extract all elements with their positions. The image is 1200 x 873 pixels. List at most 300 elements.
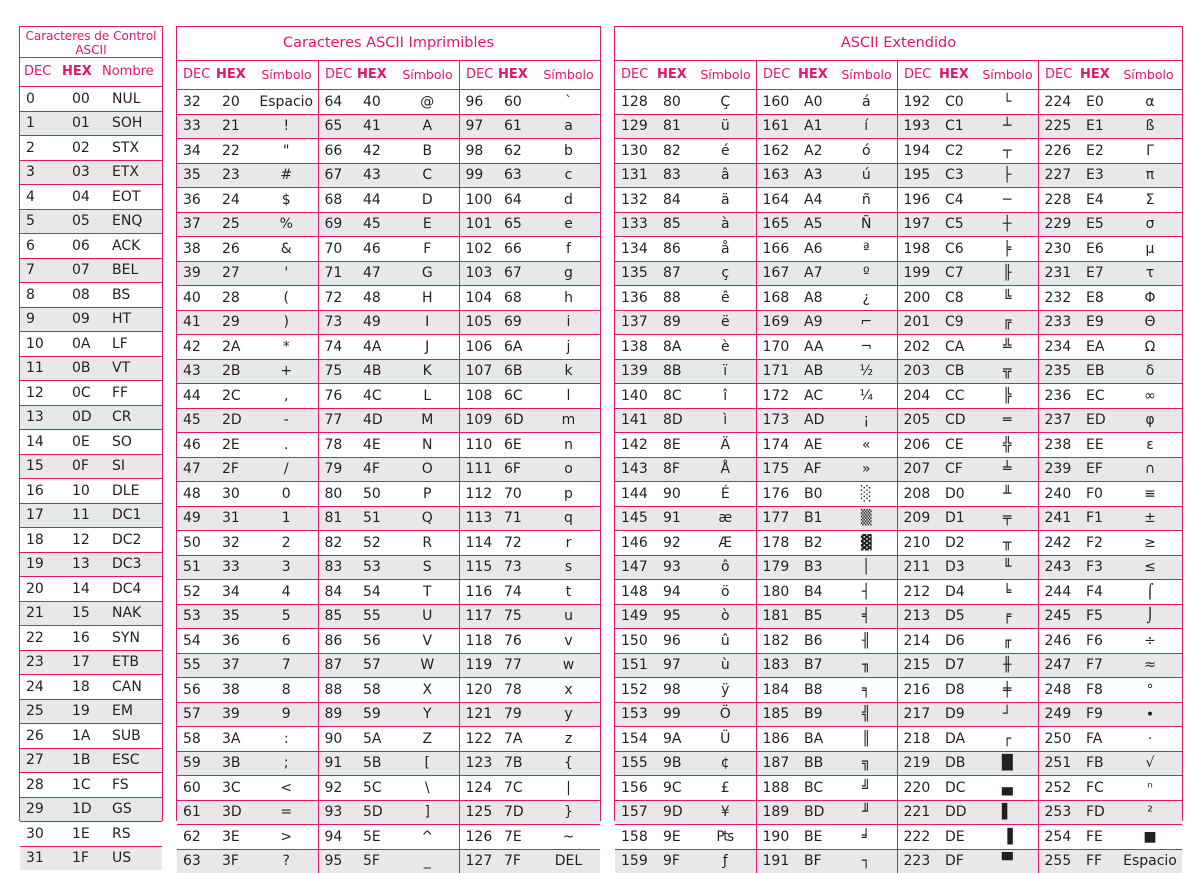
dec-cell: 191 <box>756 849 798 873</box>
symbol-cell: \ <box>396 776 459 801</box>
dec-cell: 255 <box>1038 849 1080 873</box>
table-row <box>615 604 1182 629</box>
symbol-cell: x <box>537 678 600 703</box>
hex-cell: A4 <box>798 188 836 213</box>
printable-characters-panel <box>176 26 601 870</box>
hex-cell: A5 <box>798 212 836 237</box>
symbol-cell: @ <box>396 90 459 114</box>
dec-cell: 55 <box>177 653 216 678</box>
table-row <box>615 310 1182 335</box>
symbol-cell: ╣ <box>836 702 897 727</box>
symbol-cell: ç <box>695 261 756 286</box>
dec-cell: 175 <box>756 457 798 482</box>
hex-cell: 69 <box>498 310 537 335</box>
dec-cell: 114 <box>459 531 498 556</box>
name-cell: SUB <box>106 724 162 749</box>
symbol-cell: ╨ <box>977 482 1038 507</box>
hex-cell: 83 <box>657 163 695 188</box>
dec-cell: 16 <box>20 479 66 504</box>
symbol-cell: ] <box>396 800 459 825</box>
symbol-cell: & <box>255 237 318 262</box>
dec-cell: 143 <box>615 457 657 482</box>
symbol-cell: Ö <box>695 702 756 727</box>
symbol-cell: é <box>695 139 756 164</box>
table-row <box>177 555 600 580</box>
symbol-cell: s <box>537 555 600 580</box>
hex-cell: F5 <box>1080 604 1118 629</box>
symbol-cell: ≥ <box>1118 531 1182 556</box>
table-row <box>615 188 1182 213</box>
dec-cell: 39 <box>177 261 216 286</box>
hex-cell: A3 <box>798 163 836 188</box>
dec-cell: 138 <box>615 335 657 360</box>
hex-cell: A1 <box>798 114 836 139</box>
dec-cell: 57 <box>177 702 216 727</box>
symbol-cell: ╦ <box>977 359 1038 384</box>
dec-cell: 150 <box>615 629 657 654</box>
table-row <box>177 212 600 237</box>
hex-cell: 4E <box>357 433 396 458</box>
symbol-cell: ƒ <box>695 849 756 873</box>
hex-cell: F3 <box>1080 555 1118 580</box>
symbol-cell: ═ <box>977 408 1038 433</box>
hex-cell: 7A <box>498 727 537 752</box>
symbol-cell: ■ <box>1118 825 1182 850</box>
dec-cell: 40 <box>177 286 216 311</box>
extended-header-symbol-0: Símbolo <box>700 67 751 82</box>
name-cell: ENQ <box>106 209 162 234</box>
symbol-cell: B <box>396 139 459 164</box>
dec-cell: 170 <box>756 335 798 360</box>
symbol-cell: p <box>537 482 600 507</box>
symbol-cell: : <box>255 727 318 752</box>
dec-cell: 183 <box>756 653 798 678</box>
hex-cell: 9D <box>657 800 695 825</box>
symbol-cell: Θ <box>1118 310 1182 335</box>
table-row <box>177 825 600 850</box>
dec-cell: 231 <box>1038 261 1080 286</box>
hex-cell: E6 <box>1080 237 1118 262</box>
hex-cell: CB <box>939 359 977 384</box>
symbol-cell: c <box>537 163 600 188</box>
hex-cell: 28 <box>216 286 255 311</box>
dec-cell: 224 <box>1038 90 1080 114</box>
dec-cell: 124 <box>459 776 498 801</box>
table-row <box>615 163 1182 188</box>
dec-cell: 3 <box>20 160 66 185</box>
symbol-cell: ┴ <box>977 114 1038 139</box>
name-cell: HT <box>106 307 162 332</box>
hex-cell: DF <box>939 849 977 873</box>
table-row <box>20 748 162 773</box>
hex-cell: 0E <box>66 430 106 455</box>
symbol-cell: / <box>255 457 318 482</box>
hex-cell: 01 <box>66 111 106 136</box>
hex-cell: 50 <box>357 482 396 507</box>
dec-cell: 188 <box>756 776 798 801</box>
symbol-cell: - <box>255 408 318 433</box>
dec-cell: 98 <box>459 139 498 164</box>
symbol-cell: ╪ <box>977 678 1038 703</box>
hex-cell: E4 <box>1080 188 1118 213</box>
symbol-cell: Φ <box>1118 286 1182 311</box>
symbol-cell: G <box>396 261 459 286</box>
dec-cell: 200 <box>897 286 939 311</box>
control-header <box>20 58 162 87</box>
hex-cell: 7D <box>498 800 537 825</box>
dec-cell: 66 <box>318 139 357 164</box>
hex-cell: FB <box>1080 751 1118 776</box>
table-row <box>615 849 1182 873</box>
printable-header-symbol-2: Símbolo <box>543 67 594 82</box>
symbol-cell: + <box>255 359 318 384</box>
hex-cell: 47 <box>357 261 396 286</box>
control-header-dec: DEC <box>24 64 52 79</box>
dec-cell: 234 <box>1038 335 1080 360</box>
dec-cell: 20 <box>20 577 66 602</box>
hex-cell: 1A <box>66 724 106 749</box>
dec-cell: 168 <box>756 286 798 311</box>
dec-cell: 187 <box>756 751 798 776</box>
name-cell: ACK <box>106 234 162 259</box>
symbol-cell: ╒ <box>977 604 1038 629</box>
hex-cell: 1D <box>66 797 106 822</box>
table-row <box>20 234 162 259</box>
hex-cell: 18 <box>66 675 106 700</box>
name-cell: GS <box>106 797 162 822</box>
symbol-cell: ╜ <box>836 800 897 825</box>
symbol-cell: « <box>836 433 897 458</box>
symbol-cell: 6 <box>255 629 318 654</box>
symbol-cell: ( <box>255 286 318 311</box>
table-row <box>615 482 1182 507</box>
dec-cell: 120 <box>459 678 498 703</box>
hex-cell: 7F <box>498 849 537 873</box>
hex-cell: 41 <box>357 114 396 139</box>
dec-cell: 109 <box>459 408 498 433</box>
symbol-cell: % <box>255 212 318 237</box>
hex-cell: 5B <box>357 751 396 776</box>
hex-cell: CE <box>939 433 977 458</box>
hex-cell: C5 <box>939 212 977 237</box>
symbol-cell: M <box>396 408 459 433</box>
table-row <box>177 114 600 139</box>
hex-cell: 19 <box>66 699 106 724</box>
hex-cell: BC <box>798 776 836 801</box>
printable-table <box>177 90 600 873</box>
symbol-cell: ÿ <box>695 678 756 703</box>
symbol-cell: Espacio <box>255 90 318 114</box>
symbol-cell: < <box>255 776 318 801</box>
table-row <box>177 457 600 482</box>
symbol-cell: J <box>396 335 459 360</box>
hex-cell: BB <box>798 751 836 776</box>
dec-cell: 229 <box>1038 212 1080 237</box>
dec-cell: 115 <box>459 555 498 580</box>
dec-cell: 181 <box>756 604 798 629</box>
hex-cell: FA <box>1080 727 1118 752</box>
dec-cell: 249 <box>1038 702 1080 727</box>
hex-cell: DC <box>939 776 977 801</box>
printable-header-dec-1: DEC <box>318 61 357 89</box>
dec-cell: 240 <box>1038 482 1080 507</box>
dec-cell: 0 <box>20 87 66 111</box>
table-row <box>177 286 600 311</box>
dec-cell: 119 <box>459 653 498 678</box>
printable-header-hex-1: HEX <box>357 67 387 82</box>
symbol-cell: · <box>1118 727 1182 752</box>
dec-cell: 215 <box>897 653 939 678</box>
dec-cell: 113 <box>459 506 498 531</box>
symbol-cell: A <box>396 114 459 139</box>
symbol-cell: ≈ <box>1118 653 1182 678</box>
dec-cell: 46 <box>177 433 216 458</box>
hex-cell: 3F <box>216 849 255 873</box>
symbol-cell: Ω <box>1118 335 1182 360</box>
dec-cell: 169 <box>756 310 798 335</box>
symbol-cell: ╫ <box>977 653 1038 678</box>
hex-cell: ED <box>1080 408 1118 433</box>
hex-cell: B3 <box>798 555 836 580</box>
hex-cell: E2 <box>1080 139 1118 164</box>
dec-cell: 87 <box>318 653 357 678</box>
dec-cell: 207 <box>897 457 939 482</box>
table-row <box>20 430 162 455</box>
dec-cell: 78 <box>318 433 357 458</box>
symbol-cell: ┼ <box>977 212 1038 237</box>
hex-cell: 46 <box>357 237 396 262</box>
hex-cell: 78 <box>498 678 537 703</box>
name-cell: NUL <box>106 87 162 111</box>
table-row <box>615 776 1182 801</box>
name-cell: DC3 <box>106 552 162 577</box>
dec-cell: 184 <box>756 678 798 703</box>
hex-cell: 33 <box>216 555 255 580</box>
dec-cell: 149 <box>615 604 657 629</box>
hex-cell: 67 <box>498 261 537 286</box>
dec-cell: 56 <box>177 678 216 703</box>
table-row <box>615 825 1182 850</box>
hex-cell: 8F <box>657 457 695 482</box>
extended-header-hex-1: HEX <box>798 67 828 82</box>
dec-cell: 179 <box>756 555 798 580</box>
hex-cell: 23 <box>216 163 255 188</box>
hex-cell: A7 <box>798 261 836 286</box>
hex-cell: 3B <box>216 751 255 776</box>
dec-cell: 81 <box>318 506 357 531</box>
dec-cell: 162 <box>756 139 798 164</box>
hex-cell: 9B <box>657 751 695 776</box>
table-row <box>177 678 600 703</box>
table-row <box>177 163 600 188</box>
dec-cell: 11 <box>20 356 66 381</box>
symbol-cell: ≤ <box>1118 555 1182 580</box>
hex-cell: 8D <box>657 408 695 433</box>
dec-cell: 100 <box>459 188 498 213</box>
table-row <box>20 650 162 675</box>
symbol-cell: z <box>537 727 600 752</box>
symbol-cell: ╕ <box>836 678 897 703</box>
extended-table <box>615 90 1182 873</box>
dec-cell: 91 <box>318 751 357 776</box>
symbol-cell: ╛ <box>836 825 897 850</box>
dec-cell: 197 <box>897 212 939 237</box>
hex-cell: 60 <box>498 90 537 114</box>
dec-cell: 165 <box>756 212 798 237</box>
symbol-cell: à <box>695 212 756 237</box>
table-row <box>20 332 162 357</box>
table-row <box>615 653 1182 678</box>
hex-cell: F0 <box>1080 482 1118 507</box>
symbol-cell: ¡ <box>836 408 897 433</box>
table-row <box>615 531 1182 556</box>
dec-cell: 118 <box>459 629 498 654</box>
dec-cell: 85 <box>318 604 357 629</box>
dec-cell: 4 <box>20 185 66 210</box>
name-cell: CR <box>106 405 162 430</box>
dec-cell: 88 <box>318 678 357 703</box>
dec-cell: 238 <box>1038 433 1080 458</box>
hex-cell: D9 <box>939 702 977 727</box>
dec-cell: 50 <box>177 531 216 556</box>
table-row <box>20 356 162 381</box>
dec-cell: 250 <box>1038 727 1080 752</box>
dec-cell: 48 <box>177 482 216 507</box>
hex-cell: 79 <box>498 702 537 727</box>
printable-header-dec-2: DEC <box>459 61 498 89</box>
hex-cell: 4A <box>357 335 396 360</box>
hex-cell: D5 <box>939 604 977 629</box>
dec-cell: 13 <box>20 405 66 430</box>
extended-header-dec-1: DEC <box>756 61 798 89</box>
symbol-cell: ) <box>255 310 318 335</box>
hex-cell: 3D <box>216 800 255 825</box>
symbol-cell: ª <box>836 237 897 262</box>
symbol-cell: V <box>396 629 459 654</box>
symbol-cell: R <box>396 531 459 556</box>
dec-cell: 134 <box>615 237 657 262</box>
table-row <box>20 773 162 798</box>
dec-cell: 173 <box>756 408 798 433</box>
dec-cell: 204 <box>897 384 939 409</box>
extended-header-hex-2: HEX <box>939 67 969 82</box>
dec-cell: 38 <box>177 237 216 262</box>
control-title: Caracteres de Control ASCII <box>20 27 162 58</box>
symbol-cell: ╩ <box>977 335 1038 360</box>
table-row <box>20 503 162 528</box>
symbol-cell: ≡ <box>1118 482 1182 507</box>
dec-cell: 156 <box>615 776 657 801</box>
dec-cell: 116 <box>459 580 498 605</box>
hex-cell: BE <box>798 825 836 850</box>
dec-cell: 196 <box>897 188 939 213</box>
symbol-cell: K <box>396 359 459 384</box>
symbol-cell: ä <box>695 188 756 213</box>
table-row <box>20 846 162 870</box>
dec-cell: 202 <box>897 335 939 360</box>
table-row <box>177 702 600 727</box>
hex-cell: 32 <box>216 531 255 556</box>
control-header-name: Nombre <box>102 64 154 79</box>
symbol-cell: £ <box>695 776 756 801</box>
dec-cell: 23 <box>20 650 66 675</box>
hex-cell: 5F <box>357 849 396 873</box>
dec-cell: 60 <box>177 776 216 801</box>
dec-cell: 61 <box>177 800 216 825</box>
printable-title: Caracteres ASCII Imprimibles <box>177 27 600 61</box>
dec-cell: 236 <box>1038 384 1080 409</box>
dec-cell: 1 <box>20 111 66 136</box>
hex-cell: 06 <box>66 234 106 259</box>
symbol-cell: 2 <box>255 531 318 556</box>
extended-header-hex-3: HEX <box>1080 67 1110 82</box>
table-row <box>177 261 600 286</box>
symbol-cell: ÷ <box>1118 629 1182 654</box>
dec-cell: 230 <box>1038 237 1080 262</box>
symbol-cell: ₧ <box>695 825 756 850</box>
hex-cell: 45 <box>357 212 396 237</box>
symbol-cell: q <box>537 506 600 531</box>
hex-cell: 8E <box>657 433 695 458</box>
table-row <box>615 212 1182 237</box>
hex-cell: F7 <box>1080 653 1118 678</box>
symbol-cell: º <box>836 261 897 286</box>
symbol-cell: N <box>396 433 459 458</box>
symbol-cell: ; <box>255 751 318 776</box>
dec-cell: 24 <box>20 675 66 700</box>
hex-cell: D0 <box>939 482 977 507</box>
table-row <box>177 237 600 262</box>
symbol-cell: â <box>695 163 756 188</box>
hex-cell: 8A <box>657 335 695 360</box>
hex-cell: 72 <box>498 531 537 556</box>
symbol-cell: ▓ <box>836 531 897 556</box>
hex-cell: 5E <box>357 825 396 850</box>
extended-header-dec-0: DEC <box>621 67 649 82</box>
hex-cell: 87 <box>657 261 695 286</box>
hex-cell: 15 <box>66 601 106 626</box>
hex-cell: 95 <box>657 604 695 629</box>
dec-cell: 158 <box>615 825 657 850</box>
symbol-cell: r <box>537 531 600 556</box>
dec-cell: 65 <box>318 114 357 139</box>
dec-cell: 90 <box>318 727 357 752</box>
hex-cell: 40 <box>357 90 396 114</box>
hex-cell: 00 <box>66 87 106 111</box>
hex-cell: D4 <box>939 580 977 605</box>
symbol-cell: $ <box>255 188 318 213</box>
hex-cell: 30 <box>216 482 255 507</box>
symbol-cell: σ <box>1118 212 1182 237</box>
dec-cell: 253 <box>1038 800 1080 825</box>
dec-cell: 174 <box>756 433 798 458</box>
symbol-cell: ë <box>695 310 756 335</box>
hex-cell: 70 <box>498 482 537 507</box>
dec-cell: 239 <box>1038 457 1080 482</box>
table-row <box>177 629 600 654</box>
dec-cell: 125 <box>459 800 498 825</box>
dec-cell: 218 <box>897 727 939 752</box>
hex-cell: DE <box>939 825 977 850</box>
dec-cell: 92 <box>318 776 357 801</box>
hex-cell: EB <box>1080 359 1118 384</box>
symbol-cell: ▒ <box>836 506 897 531</box>
hex-cell: AF <box>798 457 836 482</box>
hex-cell: D3 <box>939 555 977 580</box>
dec-cell: 74 <box>318 335 357 360</box>
dec-cell: 117 <box>459 604 498 629</box>
hex-cell: E1 <box>1080 114 1118 139</box>
